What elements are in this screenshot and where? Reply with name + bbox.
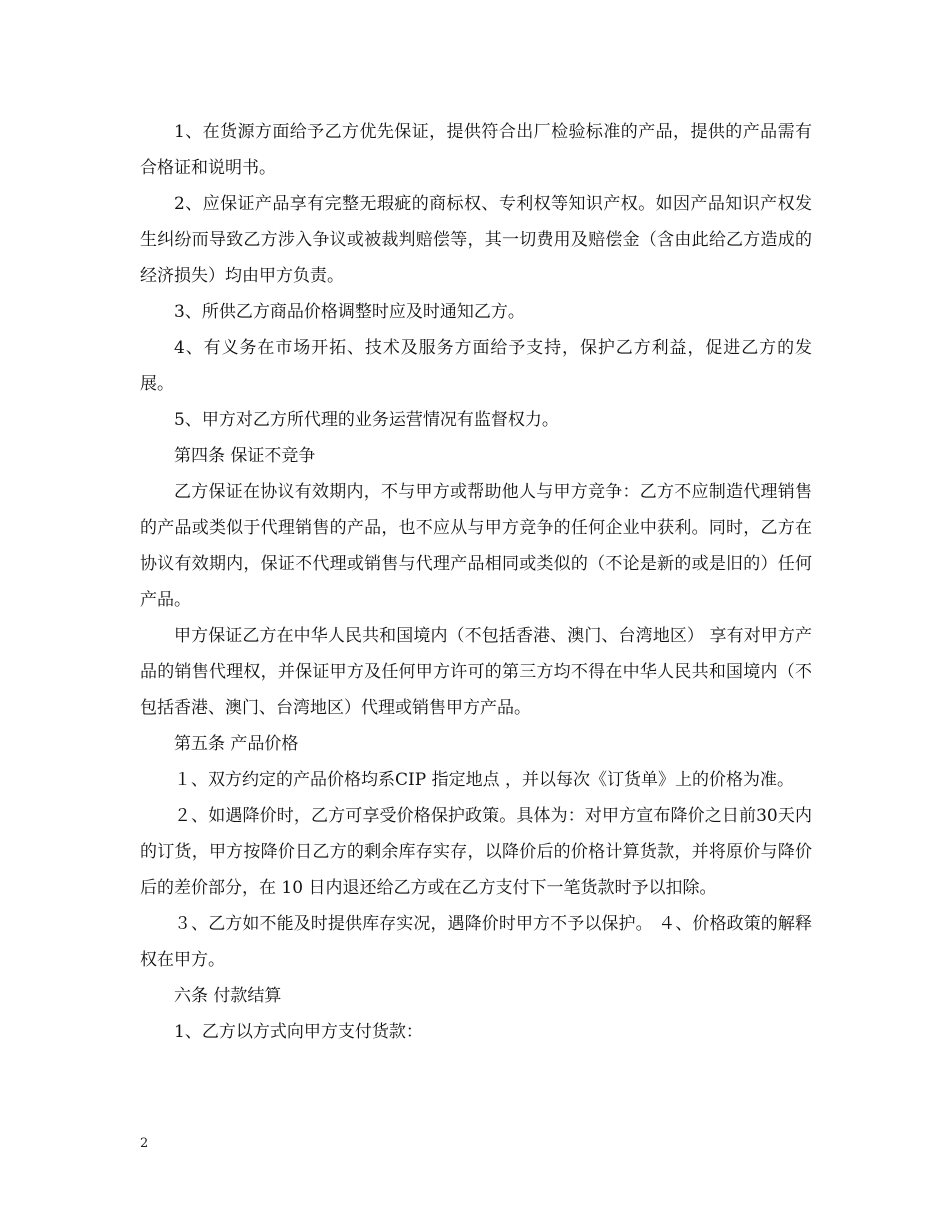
paragraph-price-2: ２、如遇降价时，乙方可享受价格保护政策。具体为：对甲方宣布降价之日前30天内的订货，甲方按降价日乙方的剩余库存实存，以降价后的价格计算货款，并将原价与降价后的差价部分，在 10 日内退还给乙方或在乙方支付下一笔货款时予以扣除。 [140, 806, 812, 898]
paragraph-5: 5、甲方对乙方所代理的业务运营情况有监督权力。 [174, 410, 559, 430]
document-body [140, 114, 812, 1050]
paragraph-non-compete-2: 甲方保证乙方在中华人民共和国境内（不包括香港、澳门、台湾地区） 享有对甲方产品的销售代理权，并保证甲方及任何甲方许可的第三方均不得在中华人民共和国境内（不包括香港、澳门、台湾地区）代理或销售甲方产品。 [140, 626, 812, 718]
paragraph-4: 4、有义务在市场开拓、技术及服务方面给予支持，保护乙方利益，促进乙方的发展。 [140, 338, 812, 394]
paragraph-non-compete-1: 乙方保证在协议有效期内，不与甲方或帮助他人与甲方竞争：乙方不应制造代理销售的产品或类似于代理销售的产品，也不应从与甲方竞争的任何企业中获利。同时，乙方在协议有效期内，保证不代理或销售与代理产品相同或类似的（不论是新的或是旧的）任何产品。 [140, 482, 812, 610]
paragraph-1: 1、在货源方面给予乙方优先保证，提供符合出厂检验标准的产品，提供的产品需有合格证和说明书。 [140, 122, 812, 178]
paragraph-price-3: ３、乙方如不能及时提供库存实况，遇降价时甲方不予以保护。 ４、价格政策的解释权在甲方。 [140, 914, 812, 970]
paragraph-2: 2、应保证产品享有完整无瑕疵的商标权、专利权等知识产权。如因产品知识产权发生纠纷而导致乙方涉入争议或被裁判赔偿等，其一切费用及赔偿金（含由此给乙方造成的经济损失）均由甲方负责。 [140, 194, 812, 286]
section-heading-article-6: 六条 付款结算 [174, 986, 282, 1006]
paragraph-payment-1: 1、乙方以方式向甲方支付货款： [174, 1022, 423, 1042]
section-heading-article-4: 第四条 保证不竞争 [174, 446, 316, 466]
paragraph-3: 3、所供乙方商品价格调整时应及时通知乙方。 [174, 302, 525, 322]
paragraph-price-1: １、双方约定的产品价格均系CIP 指定地点 ，并以每次《订货单》上的价格为准。 [174, 770, 794, 790]
section-heading-article-5: 第五条 产品价格 [174, 734, 299, 754]
page-number: 2 [140, 1136, 149, 1151]
